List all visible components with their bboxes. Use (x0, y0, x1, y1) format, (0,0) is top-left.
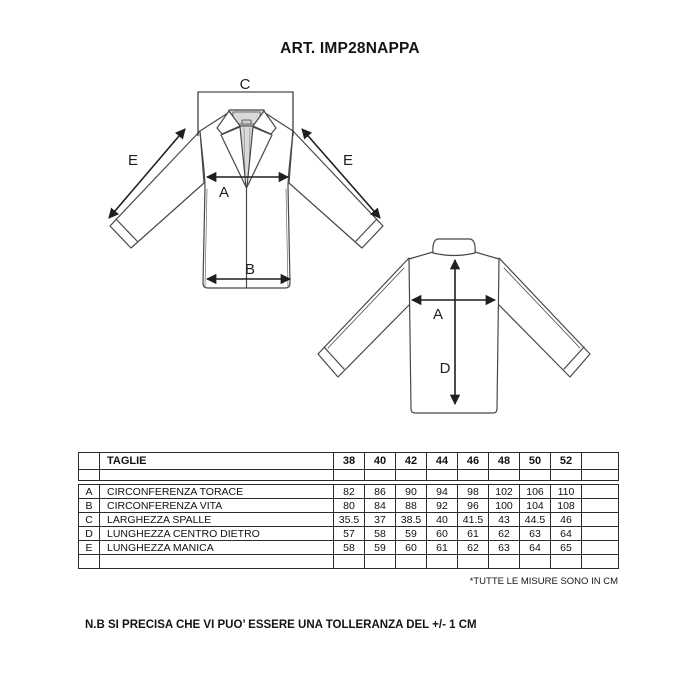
article-title: ART. IMP28NAPPA (280, 40, 420, 57)
measure-value: 64 (551, 527, 582, 541)
measure-label: LUNGHEZZA MANICA (100, 541, 334, 555)
measure-value: 88 (396, 499, 427, 513)
tolerance-note: N.B SI PRECISA CHE VI PUO’ ESSERE UNA TOLLERANZA DEL +/- 1 CM (85, 619, 477, 631)
empty-cell (396, 555, 427, 569)
label-b: B (244, 261, 256, 278)
measure-value: 43 (489, 513, 520, 527)
row-code: E (79, 541, 100, 555)
empty-cell (365, 555, 396, 569)
measure-value: 61 (458, 527, 489, 541)
empty-cell (520, 470, 551, 481)
measure-value: 64 (520, 541, 551, 555)
empty-cell (489, 470, 520, 481)
measure-value: 82 (334, 485, 365, 499)
measure-value: 60 (427, 527, 458, 541)
empty-cell (582, 527, 619, 541)
row-code: C (79, 513, 100, 527)
measure-value: 58 (365, 527, 396, 541)
table-row-spalle (79, 513, 619, 527)
measure-label: CIRCONFERENZA TORACE (100, 485, 334, 499)
table-row-sizes (79, 453, 619, 470)
measure-value: 63 (489, 541, 520, 555)
empty-cell (79, 470, 100, 481)
empty-cell (582, 541, 619, 555)
measure-value: 58 (334, 541, 365, 555)
empty-cell (458, 470, 489, 481)
measure-value: 59 (396, 527, 427, 541)
measure-value: 46 (551, 513, 582, 527)
measure-value: 65 (551, 541, 582, 555)
measure-value: 57 (334, 527, 365, 541)
size-col-header: 48 (489, 453, 520, 470)
measure-value: 98 (458, 485, 489, 499)
empty-cell (520, 555, 551, 569)
measure-value: 96 (458, 499, 489, 513)
measure-value: 94 (427, 485, 458, 499)
measure-label: CIRCONFERENZA VITA (100, 499, 334, 513)
empty-cell (427, 470, 458, 481)
size-col-header: 50 (520, 453, 551, 470)
empty-cell (79, 555, 100, 569)
measure-value: 110 (551, 485, 582, 499)
corner-cell (79, 453, 100, 470)
measure-label: LARGHEZZA SPALLE (100, 513, 334, 527)
size-col-header: 52 (551, 453, 582, 470)
measurements-unit-footnote: *TUTTE LE MISURE SONO IN CM (469, 576, 618, 587)
sizes-header-label: TAGLIE (100, 453, 334, 470)
table-row-vita (79, 499, 619, 513)
empty-cell (365, 470, 396, 481)
size-col-header: 44 (427, 453, 458, 470)
empty-cell (427, 555, 458, 569)
measure-value: 80 (334, 499, 365, 513)
measure-value: 35.5 (334, 513, 365, 527)
measure-value: 86 (365, 485, 396, 499)
label-d: D (439, 360, 451, 377)
measure-value: 59 (365, 541, 396, 555)
empty-cell (551, 470, 582, 481)
table-row-centro-dietro (79, 527, 619, 541)
label-a-front: A (218, 184, 230, 201)
label-c: C (239, 76, 251, 93)
measure-label: LUNGHEZZA CENTRO DIETRO (100, 527, 334, 541)
front-left-sleeve (110, 131, 204, 248)
measure-value: 40 (427, 513, 458, 527)
empty-cell (100, 555, 334, 569)
table-row-empty (79, 470, 619, 481)
empty-cell (551, 555, 582, 569)
size-table-header (78, 452, 619, 481)
empty-cell (100, 470, 334, 481)
measure-value: 37 (365, 513, 396, 527)
row-code: B (79, 499, 100, 513)
measure-value: 61 (427, 541, 458, 555)
size-table (78, 452, 618, 569)
empty-cell (582, 499, 619, 513)
empty-cell (582, 453, 619, 470)
back-collar (433, 239, 475, 256)
measure-value: 60 (396, 541, 427, 555)
row-code: D (79, 527, 100, 541)
empty-cell (582, 485, 619, 499)
table-row-manica (79, 541, 619, 555)
measure-value: 41.5 (458, 513, 489, 527)
empty-cell (489, 555, 520, 569)
empty-cell (582, 470, 619, 481)
label-e-left: E (127, 152, 139, 169)
measure-value: 108 (551, 499, 582, 513)
jacket-back-drawing (318, 239, 590, 413)
empty-cell (334, 555, 365, 569)
measure-value: 104 (520, 499, 551, 513)
size-col-header: 46 (458, 453, 489, 470)
empty-cell (396, 470, 427, 481)
measure-value: 44.5 (520, 513, 551, 527)
size-col-header: 40 (365, 453, 396, 470)
label-a-back: A (432, 306, 444, 323)
empty-cell (334, 470, 365, 481)
measure-value: 38.5 (396, 513, 427, 527)
measure-value: 63 (520, 527, 551, 541)
table-row-torace (79, 485, 619, 499)
measure-value: 62 (489, 527, 520, 541)
measure-value: 100 (489, 499, 520, 513)
label-e-right: E (342, 152, 354, 169)
measure-value: 90 (396, 485, 427, 499)
measure-value: 102 (489, 485, 520, 499)
row-code: A (79, 485, 100, 499)
measure-value: 84 (365, 499, 396, 513)
measure-value: 62 (458, 541, 489, 555)
size-col-header: 42 (396, 453, 427, 470)
back-body (409, 252, 499, 413)
size-table-body (78, 484, 619, 569)
measure-value: 92 (427, 499, 458, 513)
table-row-empty (79, 555, 619, 569)
size-col-header: 38 (334, 453, 365, 470)
empty-cell (582, 513, 619, 527)
measure-value: 106 (520, 485, 551, 499)
empty-cell (458, 555, 489, 569)
front-right-sleeve (289, 131, 383, 248)
collar-tab (242, 120, 251, 124)
empty-cell (582, 555, 619, 569)
